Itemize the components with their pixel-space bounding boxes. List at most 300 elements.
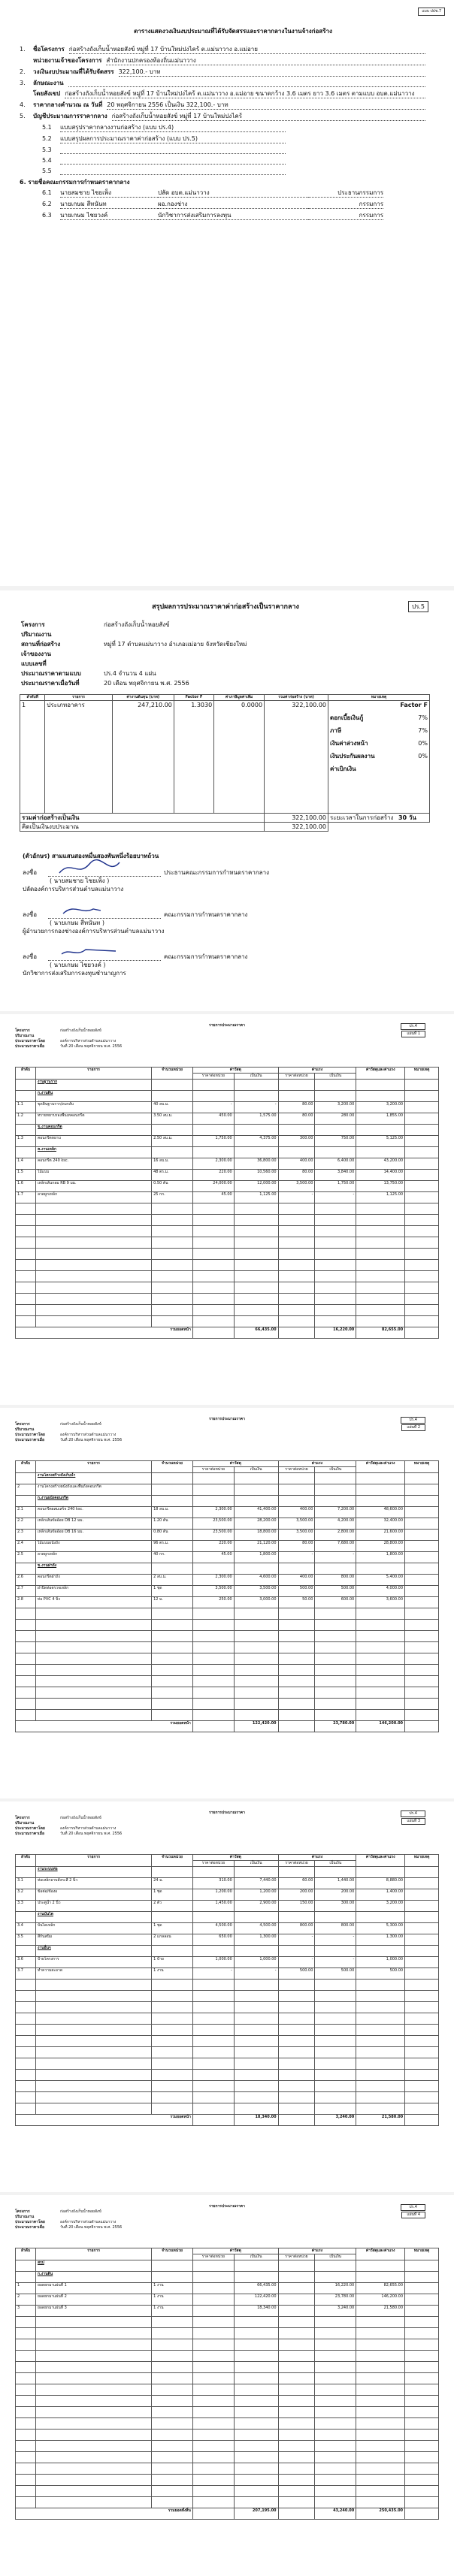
table-cell (405, 1586, 439, 1597)
empty-cell (356, 1203, 405, 1215)
info-row (20, 56, 425, 65)
table-cell (405, 1541, 439, 1552)
boq-sheet: แผ่นที่ 1 (401, 1031, 425, 1037)
empty-row (16, 1631, 439, 1642)
table-cell (315, 1484, 356, 1496)
handwritten-signature (56, 900, 123, 920)
table-cell (192, 1080, 234, 1091)
table-cell: 80.00 (278, 1102, 315, 1113)
table-cell (356, 1563, 405, 1575)
table-cell: 400.00 (278, 1507, 315, 1518)
boq-field-value: วันที่ 20 เดือน พฤศจิกายน พ.ศ. 2556 (60, 2225, 123, 2230)
table-row (16, 1091, 439, 1102)
empty-row (16, 2463, 439, 2475)
empty-cell (16, 1631, 36, 1642)
table-row (16, 1518, 439, 1530)
empty-cell (35, 1203, 151, 1215)
empty-cell (315, 1710, 356, 1721)
empty-cell (192, 1710, 234, 1721)
table-cell: 800.00 (315, 1575, 356, 1586)
table-cell: 2.2 (16, 1518, 36, 1530)
sub-item-value: แบบสรุปผลการประมาณราคาค่าก่อสร้าง (แบบ ปร.5) (60, 134, 286, 143)
empty-row (16, 1271, 439, 1282)
handwritten-signature (56, 942, 123, 962)
column-header: รายการ (35, 1068, 151, 1080)
empty-cell (234, 1699, 278, 1710)
empty-cell (356, 1980, 405, 1991)
empty-cell (405, 2002, 439, 2013)
table-cell: 10,560.00 (234, 1170, 278, 1181)
empty-cell (152, 2396, 193, 2407)
table-cell: 3,600.00 (356, 1597, 405, 1608)
table-cell (356, 1125, 405, 1136)
total-row (20, 814, 430, 823)
sign-prefix: ลงชื่อ (23, 953, 38, 960)
sub-item-number: 5.4 (42, 157, 52, 164)
empty-cell (192, 2002, 234, 2013)
table-cell: 0.80 ตัน (152, 1530, 193, 1541)
boq-table (15, 2248, 439, 2520)
field-row (21, 630, 427, 640)
signatory-title: นักวิชาการส่งเสริมการลงทุนชำนาญการ (23, 970, 126, 977)
table-cell (234, 1496, 278, 1507)
table-cell (152, 1496, 193, 1507)
empty-cell (278, 2475, 315, 2486)
empty-cell (35, 2418, 151, 2430)
table-cell (356, 1912, 405, 1923)
table-cell (405, 1181, 439, 1192)
table-cell: 1.5 (16, 1170, 36, 1181)
table-cell: 400.00 (278, 1575, 315, 1586)
empty-cell (405, 1665, 439, 1676)
empty-cell (192, 1294, 234, 1305)
empty-cell (234, 2092, 278, 2103)
empty-cell (405, 1305, 439, 1316)
empty-cell (152, 1980, 193, 1991)
empty-cell (356, 2441, 405, 2452)
table-cell (192, 1473, 234, 1484)
empty-cell (152, 1282, 193, 1294)
table-row (16, 1946, 439, 1957)
table-cell: 60.00 (278, 1878, 315, 1889)
boq-field-value: ก่อสร้างถังเก็บน้ำหอยสังข์ (60, 1422, 101, 1427)
empty-row (16, 1249, 439, 1260)
empty-cell (405, 2328, 439, 2339)
table-cell: - (315, 1552, 356, 1563)
table-cell (234, 1484, 278, 1496)
table-cell (405, 2260, 439, 2272)
empty-cell (16, 2430, 36, 2441)
empty-cell (405, 1215, 439, 1226)
column-header: จำนวนหน่วย (152, 1855, 193, 1867)
table-cell: 6,400.00 (315, 1158, 356, 1170)
table-cell: 12 ม. (152, 1597, 193, 1608)
empty-cell (152, 1203, 193, 1215)
empty-cell (16, 2070, 36, 2081)
info-row (20, 89, 425, 98)
table-row (16, 1484, 439, 1496)
empty-cell (234, 2328, 278, 2339)
empty-cell (315, 2373, 356, 2384)
empty-cell (405, 2384, 439, 2396)
boq-header (15, 1023, 439, 1049)
empty-cell (16, 1710, 36, 1721)
boq-field-row (15, 1422, 439, 1427)
table-cell: 2.6 (16, 1575, 36, 1586)
column-subheader: เป็นเงิน (234, 1467, 278, 1473)
boq-code: ปร.4 (401, 2204, 425, 2211)
empty-cell (35, 2025, 151, 2036)
table-cell: 45.00 (192, 1192, 234, 1203)
factor-cell (328, 701, 430, 814)
signature-role: คณะกรรมการกำหนดราคากลาง (164, 911, 248, 918)
table-cell: 1.20 ตัน (152, 1518, 193, 1530)
empty-cell (35, 2351, 151, 2362)
empty-cell (356, 2452, 405, 2463)
field-value: ปร.4 จำนวน 4 แผ่น (104, 670, 156, 677)
empty-cell (405, 1653, 439, 1665)
empty-cell (315, 2384, 356, 2396)
column-header: ลำดับ (16, 1068, 36, 1080)
empty-cell (405, 2430, 439, 2441)
empty-cell (35, 1249, 151, 1260)
boq-page-3 (0, 1801, 454, 2192)
empty-cell (278, 2463, 315, 2475)
table-cell (405, 2283, 439, 2294)
empty-cell (234, 2317, 278, 2328)
table-cell: ก.งานผนังคอนกรีต (35, 1496, 151, 1507)
empty-cell (315, 2407, 356, 2418)
empty-row (16, 2351, 439, 2362)
table-row (16, 1563, 439, 1575)
table-cell: ท่อ PVC 4 นิ้ว (35, 1597, 151, 1608)
table-cell: 3,200.00 (356, 1901, 405, 1912)
empty-cell (16, 1237, 36, 1249)
boq-field-row (15, 2225, 439, 2230)
table-cell: ไม้แบบผนังถัง (35, 1541, 151, 1552)
table-cell (405, 2306, 439, 2317)
empty-cell (315, 1316, 356, 1327)
table-cell: 2 ลบ.ม. (152, 1575, 193, 1586)
table-cell: 1 งาน (152, 2306, 193, 2317)
signature-role: ประธานคณะกรรมการกำหนดราคากลาง (164, 869, 269, 876)
factor-value: 0% (418, 740, 428, 747)
empty-row (16, 1687, 439, 1699)
table-cell (192, 1912, 234, 1923)
table-cell: 8,880.00 (356, 1878, 405, 1889)
subtotal-cell: 82,655.00 (356, 1327, 405, 1339)
column-header: รายการ (45, 695, 113, 701)
table-cell: 2.8 (16, 1597, 36, 1608)
boq-field-label: โครงการ (15, 1028, 30, 1033)
empty-cell (278, 2047, 315, 2058)
empty-cell (16, 1608, 36, 1620)
empty-cell (16, 2047, 36, 2058)
empty-row (16, 2339, 439, 2351)
empty-cell (35, 2362, 151, 2373)
empty-cell (278, 1687, 315, 1699)
table-row (16, 1957, 439, 1968)
table-row (16, 1147, 439, 1158)
sub-item-value (60, 167, 286, 175)
empty-cell (356, 1294, 405, 1305)
empty-cell (356, 2486, 405, 2497)
table-cell (278, 1912, 315, 1923)
boq-title: รายการประมาณราคา (209, 1417, 245, 1421)
empty-cell (278, 1608, 315, 1620)
table-cell: ลวดผูกเหล็ก (35, 1552, 151, 1563)
empty-cell (16, 1215, 36, 1226)
empty-cell (356, 1676, 405, 1687)
empty-cell (405, 1203, 439, 1215)
table-cell (192, 1563, 234, 1575)
boq-table (15, 1460, 439, 1732)
table-row (16, 1473, 439, 1484)
table-cell: 24 ม. (152, 1878, 193, 1889)
empty-cell (16, 1305, 36, 1316)
signatory-title: ผู้อำนวยการกองช่างองค์การบริหารส่วนตำบลแม่นาวาง (23, 928, 165, 935)
empty-cell (35, 2373, 151, 2384)
empty-cell (152, 1676, 193, 1687)
column-header: ค่าแรง (278, 1461, 356, 1467)
table-cell: 500.00 (278, 1968, 315, 1980)
empty-cell (234, 2373, 278, 2384)
table-cell: ทรายหยาบรองพื้นเทคอนกรีต (35, 1113, 151, 1125)
empty-cell (356, 2407, 405, 2418)
table-cell: 500.00 (356, 1968, 405, 1980)
table-cell: 14,400.00 (356, 1170, 405, 1181)
table-cell (278, 2272, 315, 2283)
empty-cell (278, 1676, 315, 1687)
committee-role: นักวิชาการส่งเสริมการลงทุน (158, 211, 308, 220)
empty-cell (315, 1226, 356, 1237)
table-row (16, 1507, 439, 1518)
field-label: เจ้าของงาน (21, 651, 51, 657)
table-cell: - (315, 1192, 356, 1203)
table-row (16, 1867, 439, 1878)
empty-cell (278, 2036, 315, 2047)
empty-cell (315, 1991, 356, 2002)
empty-cell (192, 1642, 234, 1653)
handwritten-signature (56, 858, 123, 877)
empty-cell (356, 2002, 405, 2013)
table-cell: - (315, 1957, 356, 1968)
committee-position: กรรมการ (308, 211, 383, 220)
empty-cell (152, 1687, 193, 1699)
empty-cell (356, 1710, 405, 1721)
empty-cell (278, 1260, 315, 1271)
table-cell (405, 1484, 439, 1496)
table-cell (278, 1946, 315, 1957)
empty-cell (278, 2362, 315, 2373)
empty-cell (356, 2047, 405, 2058)
table-cell (16, 1867, 36, 1878)
table-cell: 146,200.00 (356, 2294, 405, 2306)
empty-cell (405, 2339, 439, 2351)
empty-cell (234, 2002, 278, 2013)
empty-cell (356, 2036, 405, 2047)
table-row (16, 2260, 439, 2272)
factor-label: ค่าเบิกเงิน (330, 766, 356, 772)
table-cell: 40 ลบ.ม. (152, 1102, 193, 1113)
empty-cell (234, 2036, 278, 2047)
empty-cell (234, 2362, 278, 2373)
sub-item-value: แบบสรุปราคากลางงานก่อสร้าง (แบบ ปร.4) (60, 123, 286, 132)
info-number (20, 56, 33, 65)
empty-cell (152, 2497, 193, 2508)
empty-cell (16, 1620, 36, 1631)
boq-title: รายการประมาณราคา (209, 1810, 245, 1815)
column-subheader: เป็นเงิน (315, 1074, 356, 1080)
committee-name: นายสมชาย ไชยเพ็ง (60, 189, 158, 198)
column-subheader: เป็นเงิน (234, 2254, 278, 2260)
table-cell (356, 1091, 405, 1102)
empty-cell (152, 2070, 193, 2081)
empty-cell (152, 2317, 193, 2328)
field-label: สถานที่ก่อสร้าง (21, 641, 61, 648)
empty-cell (234, 2418, 278, 2430)
empty-cell (278, 1991, 315, 2002)
column-header: ลำดับ (16, 1461, 36, 1473)
empty-cell (278, 2013, 315, 2025)
committee-number: 6.3 (42, 212, 52, 219)
table-cell (234, 1147, 278, 1158)
empty-cell (234, 2475, 278, 2486)
empty-cell (356, 1226, 405, 1237)
boq-title: รายการประมาณราคา (209, 1023, 245, 1028)
table-row (16, 1496, 439, 1507)
boq-field-row (15, 2220, 439, 2225)
empty-row (16, 1676, 439, 1687)
empty-cell (234, 1676, 278, 1687)
table-cell: คอนกรีตหยาบ (35, 1136, 151, 1147)
factor-title: Factor F (400, 702, 428, 708)
empty-cell (192, 1991, 234, 2002)
table-cell (152, 1091, 193, 1102)
table-cell: 250.00 (192, 1597, 234, 1608)
table-cell (278, 1484, 315, 1496)
sub-item-value (60, 146, 286, 154)
empty-cell (356, 2396, 405, 2407)
boq-field-label: ประมาณราคาเมื่อ (15, 1832, 44, 1836)
empty-row (16, 1710, 439, 1721)
empty-cell (356, 2463, 405, 2475)
boq-table (15, 1067, 439, 1339)
empty-cell (16, 1203, 36, 1215)
table-cell: 3.4 (16, 1923, 36, 1934)
empty-cell (152, 1710, 193, 1721)
table-cell (16, 1496, 36, 1507)
table-cell: 3,500.00 (234, 1586, 278, 1597)
subtotal-cell: 250,435.00 (356, 2508, 405, 2520)
rounded-value: 322,100.00 (265, 823, 328, 832)
table-cell: 1,800.00 (356, 1552, 405, 1563)
empty-cell (35, 1260, 151, 1271)
total-value: 322,100.00 (265, 814, 328, 823)
field-row (21, 679, 427, 689)
empty-cell (315, 1294, 356, 1305)
empty-cell (234, 1642, 278, 1653)
table-cell (405, 1518, 439, 1530)
empty-cell (192, 1305, 234, 1316)
boq-code: ปร.4 (401, 1417, 425, 1424)
table-cell: 43,200.00 (356, 1158, 405, 1170)
boq-field-label: ประมาณราคาโดย (15, 1433, 45, 1437)
table-cell (356, 1946, 405, 1957)
empty-cell (16, 2013, 36, 2025)
empty-cell (405, 2081, 439, 2092)
table-cell (152, 1867, 193, 1878)
table-cell: 2,800.00 (315, 1530, 356, 1541)
info-label: ชื่อโครงการ (33, 46, 65, 53)
table-cell: 220.00 (192, 1541, 234, 1552)
empty-cell (35, 2103, 151, 2115)
empty-row (16, 1980, 439, 1991)
info-value: 20 พฤศจิกายน 2556 เป็นเงิน 322,100.- บาท (107, 101, 425, 110)
table-cell: - (278, 1957, 315, 1968)
empty-cell (152, 2047, 193, 2058)
empty-cell (152, 2103, 193, 2115)
empty-cell (356, 1991, 405, 2002)
empty-cell (152, 2407, 193, 2418)
boq-field-value: องค์การบริหารส่วนตำบลแม่นาวาง (60, 1039, 117, 1043)
table-cell: 1 ชุด (152, 1586, 193, 1597)
empty-cell (35, 1271, 151, 1282)
empty-cell (405, 2441, 439, 2452)
table-cell (234, 1912, 278, 1923)
table-row (16, 1586, 439, 1597)
table-cell: 3,500.00 (278, 1530, 315, 1541)
subtotal-cell (278, 1721, 315, 1732)
empty-cell (192, 1249, 234, 1260)
empty-row (16, 2013, 439, 2025)
subtotal-row (16, 2508, 439, 2520)
empty-cell (234, 1294, 278, 1305)
empty-cell (16, 1653, 36, 1665)
table-cell (405, 2294, 439, 2306)
empty-cell (234, 1316, 278, 1327)
table-cell (356, 1484, 405, 1496)
table-cell: งานบันได (35, 1912, 151, 1923)
empty-cell (192, 2362, 234, 2373)
table-header-row (16, 1068, 439, 1074)
empty-cell (315, 1215, 356, 1226)
empty-cell (192, 2092, 234, 2103)
table-cell: 300.00 (315, 1901, 356, 1912)
empty-cell (234, 1260, 278, 1271)
table-cell: งานระบบท่อ (35, 1867, 151, 1878)
table-cell (356, 2260, 405, 2272)
empty-cell (234, 1991, 278, 2002)
factor-row (330, 752, 428, 760)
empty-cell (16, 2362, 36, 2373)
empty-cell (16, 2058, 36, 2070)
sub-item-value (60, 156, 286, 165)
table-cell: 1.1 (16, 1102, 36, 1113)
table-cell: 1,300.00 (234, 1934, 278, 1946)
column-header: ค่าภาษีมูลค่าเพิ่ม (214, 695, 265, 701)
column-header: หมายเหตุ (405, 1855, 439, 1867)
empty-cell (234, 2351, 278, 2362)
empty-cell (35, 2058, 151, 2070)
empty-cell (315, 1203, 356, 1215)
table-cell: - (234, 1968, 278, 1980)
empty-cell (35, 2002, 151, 2013)
empty-row (16, 1608, 439, 1620)
empty-cell (35, 1294, 151, 1305)
column-subheader: เป็นเงิน (315, 1861, 356, 1867)
table-cell: 16 ลบ.ม. (152, 1158, 193, 1170)
